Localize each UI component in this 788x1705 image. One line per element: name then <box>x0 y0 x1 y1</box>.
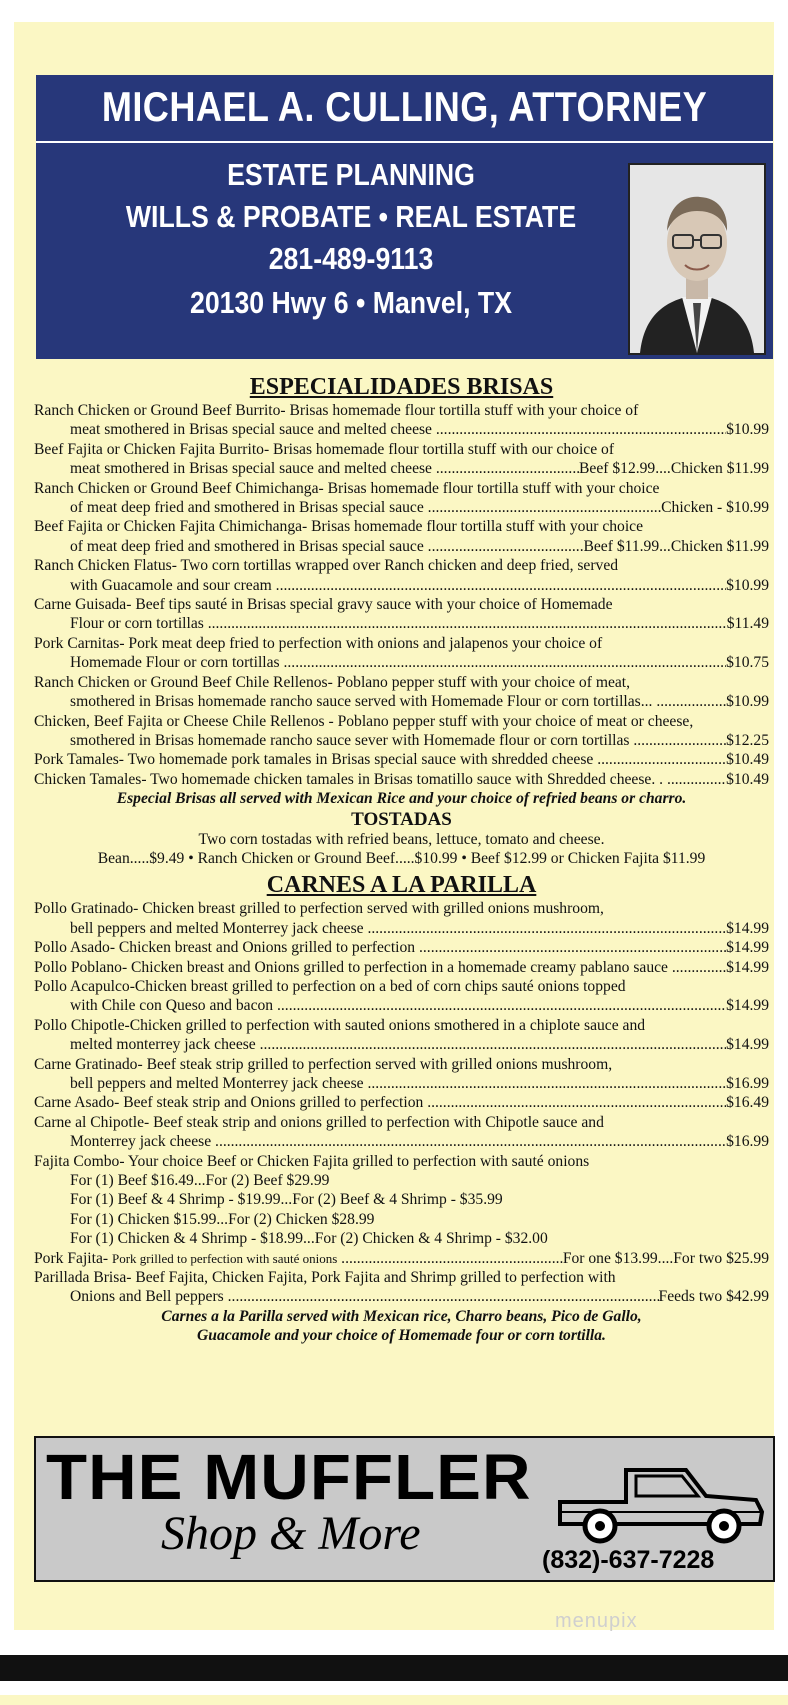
carne-item-desc: with Chile con Queso and bacon ..... <box>70 996 726 1015</box>
parillada-price: Feeds two $42.99 <box>658 1288 769 1306</box>
especialidad-item-price: $11.49 <box>726 615 769 633</box>
attorney-phone: 281-489-9113 <box>268 241 434 276</box>
especialidades-list <box>34 401 769 789</box>
carne-item-desc: Pollo Asado- Chicken breast and Onions grilled to perfection ..... <box>34 938 726 957</box>
especialidad-item-price: $12.25 <box>726 731 769 749</box>
carne-item <box>34 919 769 938</box>
carne-item-desc: Monterrey jack cheese ..... <box>70 1132 726 1151</box>
parillada-line2: Onions and Bell peppers ..... <box>70 1287 659 1306</box>
attorney-address: 20130 Hwy 6 • Manvel, TX <box>189 285 512 320</box>
carne-item-price: $16.49 <box>726 1094 769 1112</box>
carne-item-line1: Carne Gratinado- Beef steak strip grilled to perfection served with grilled onions mushroom, <box>34 1055 613 1073</box>
attorney-estate-planning: ESTATE PLANNING <box>227 157 475 192</box>
carne-item-price: $14.99 <box>726 1036 769 1054</box>
carne-item-line1: Pollo Gratinado- Chicken breast grilled to perfection served with grilled onions mushroom, <box>34 900 604 918</box>
especialidad-item <box>34 653 769 672</box>
especialidad-item-line1: Beef Fajita or Chicken Fajita Burrito- Brisas homemade flour tortilla stuff with our choice of <box>34 440 615 458</box>
especialidad-item-desc: Pork Tamales- Two homemade pork tamales in Brisas special sauce with shredded cheese ..... <box>34 750 726 769</box>
especialidad-item-price: $10.49 <box>726 770 769 788</box>
especialidad-item-line1: Ranch Chicken or Ground Beef Chile Rellenos- Poblano pepper stuff with your choice of meat, <box>34 673 631 691</box>
menu-content <box>34 374 769 1346</box>
muffler-phone: (832)-637-7228 <box>542 1546 715 1574</box>
tostadas-description: Two corn tostadas with refried beans, lettuce, tomato and cheese. <box>198 830 605 848</box>
top-margin <box>0 0 788 22</box>
especialidad-item-price: $10.75 <box>726 654 769 672</box>
especialidad-item <box>34 498 769 517</box>
fajita-combo-option: For (1) Beef & 4 Shrimp - $19.99...For (2) Beef & 4 Shrimp - $35.99 <box>70 1191 503 1209</box>
tostadas-heading: TOSTADAS <box>351 808 452 830</box>
pork-fajita-price: For one $13.99....For two $25.99 <box>562 1249 769 1267</box>
especialidad-item-desc: Homemade Flour or corn tortillas ..... <box>70 653 726 672</box>
portrait-image <box>630 165 764 353</box>
especialidades-heading: ESPECIALIDADES BRISAS <box>249 374 554 400</box>
fajita-combo-option: For (1) Chicken $15.99...For (2) Chicken $28.99 <box>70 1210 375 1228</box>
especialidad-item-desc: of meat deep fried and smothered in Brisas special sauce ..... <box>70 537 583 556</box>
especialidad-item-price: Beef $12.99....Chicken $11.99 <box>579 460 769 478</box>
bottom-strip <box>0 1695 788 1705</box>
especialidad-item <box>34 692 769 711</box>
attorney-services: WILLS & PROBATE • REAL ESTATE <box>125 199 577 234</box>
carne-item-line1: Pollo Chipotle-Chicken grilled to perfection with sauted onions smothered in a chiplote sauce and <box>34 1016 646 1034</box>
carne-item <box>34 938 769 957</box>
especialidad-item-line1: Ranch Chicken Flatus- Two corn tortillas wrapped over Ranch chicken and deep fried, served <box>34 557 619 575</box>
carne-item-desc: Carne Asado- Beef steak strip and Onions grilled to perfection ..... <box>34 1093 726 1112</box>
pickup-truck-icon <box>556 1450 766 1546</box>
carnes-note-2: Guacamole and your choice of Homemade four or corn tortilla. <box>197 1327 606 1345</box>
carne-item-price: $14.99 <box>726 919 769 937</box>
carnes-list <box>34 899 769 1151</box>
carne-item-desc: bell peppers and melted Monterrey jack cheese ..... <box>70 1074 726 1093</box>
muffler-ad <box>34 1436 775 1582</box>
fajita-combo-option: For (1) Beef $16.49...For (2) Beef $29.99 <box>70 1172 330 1190</box>
pork-fajita-item <box>34 1249 769 1268</box>
carne-item <box>34 1132 769 1151</box>
carne-item-desc: melted monterrey jack cheese ..... <box>70 1035 726 1054</box>
carne-item <box>34 996 769 1015</box>
especialidad-item-desc: smothered in Brisas homemade rancho sauce served with Homemade Flour or corn tortillas... ..... <box>70 692 726 711</box>
carne-item-price: $14.99 <box>726 997 769 1015</box>
fajita-combo-option: For (1) Chicken & 4 Shrimp - $18.99...For (2) Chicken & 4 Shrimp - $32.00 <box>70 1230 548 1248</box>
fajita-combo-title: Fajita Combo- Your choice Beef or Chicken Fajita grilled to perfection with sauté onions <box>34 1152 590 1170</box>
carnes-note-1: Carnes a la Parilla served with Mexican rice, Charro beans, Pico de Gallo, <box>161 1307 642 1325</box>
especialidad-item-line1: Beef Fajita or Chicken Fajita Chimichanga- Brisas homemade flour tortilla stuff with your choice <box>34 518 644 536</box>
especialidad-item-line1: Pork Carnitas- Pork meat deep fried to perfection with onions and jalapenos your choice of <box>34 634 603 652</box>
attorney-portrait <box>628 163 766 355</box>
tostadas-prices: Bean.....$9.49 • Ranch Chicken or Ground Beef.....$10.99 • Beef $12.99 or Chicken Fajita $11.99 <box>97 849 706 867</box>
especialidad-item-desc: meat smothered in Brisas special sauce and melted cheese ..... <box>70 420 726 439</box>
especialidad-item-line1: Ranch Chicken or Ground Beef Burrito- Brisas homemade flour tortilla stuff with your choice of <box>34 402 639 419</box>
carne-item <box>34 958 769 977</box>
especialidad-item-price: $10.99 <box>726 421 769 439</box>
carne-item <box>34 1074 769 1093</box>
especialidad-item-desc: Flour or corn tortillas ..... <box>70 614 727 633</box>
pork-fajita-desc: Pork grilled to perfection with sauté onions <box>111 1250 338 1266</box>
especialidad-item <box>34 614 769 633</box>
especialidad-item-desc: smothered in Brisas homemade rancho sauce sever with Homemade flour or corn tortillas ..... <box>70 731 726 750</box>
carne-item-line1: Carne al Chipotle- Beef steak strip and onions grilled to perfection with Chipotle sauce and <box>34 1113 604 1131</box>
especialidad-item-line1: Chicken, Beef Fajita or Cheese Chile Rellenos - Poblano pepper stuff with your choice of meat or cheese, <box>34 712 694 730</box>
especialidad-item <box>34 576 769 595</box>
fajita-combo-options <box>34 1171 769 1249</box>
muffler-subtitle: Shop & More <box>161 1507 421 1560</box>
muffler-title: THE MUFFLER <box>46 1441 532 1513</box>
attorney-name: MICHAEL A. CULLING, ATTORNEY <box>101 83 708 130</box>
especialidad-item-price: Beef $11.99...Chicken $11.99 <box>583 537 769 555</box>
parillada-line1: Parillada Brisa- Beef Fajita, Chicken Fajita, Pork Fajita and Shrimp grilled to perfection with <box>34 1269 616 1287</box>
parillada-item <box>34 1287 769 1306</box>
carne-item-price: $14.99 <box>726 939 769 957</box>
especialidad-item-line1: Ranch Chicken or Ground Beef Chimichanga- Brisas homemade flour tortilla stuff with your choice <box>34 479 660 497</box>
especialidad-item <box>34 459 769 478</box>
carne-item-desc: bell peppers and melted Monterrey jack cheese ..... <box>70 919 726 938</box>
especialidades-note: Especial Brisas all served with Mexican Rice and your choice of refried beans or charro. <box>116 790 687 808</box>
menupix-watermark: menupix <box>555 1610 638 1632</box>
especialidad-item-desc: with Guacamole and sour cream ..... <box>70 576 726 595</box>
especialidad-item-desc: meat smothered in Brisas special sauce and melted cheese ..... <box>70 459 579 478</box>
especialidad-item <box>34 731 769 750</box>
attorney-divider <box>36 141 773 143</box>
especialidad-item-price: $10.99 <box>726 576 769 594</box>
carne-item <box>34 1035 769 1054</box>
especialidad-item-desc: of meat deep fried and smothered in Brisas special sauce ..... <box>70 498 661 517</box>
carne-item <box>34 1093 769 1112</box>
pork-fajita-name: Pork Fajita- <box>34 1249 109 1267</box>
especialidad-item <box>34 750 769 769</box>
especialidad-item-price: $10.49 <box>726 751 769 769</box>
carnes-heading: CARNES A LA PARILLA <box>266 872 537 899</box>
bottom-bar <box>0 1655 788 1681</box>
especialidad-item-line1: Carne Guisada- Beef tips sauté in Brisas special gravy sauce with your choice of Homemade <box>34 596 613 614</box>
carne-item-line1: Pollo Acapulco-Chicken breast grilled to perfection on a bed of corn chips sauté onions topped <box>34 977 626 995</box>
especialidad-item <box>34 537 769 556</box>
carne-item-desc: Pollo Poblano- Chicken breast and Onions grilled to perfection in a homemade creamy pablano sauce ..... <box>34 958 726 977</box>
especialidad-item <box>34 770 769 789</box>
carne-item-price: $16.99 <box>726 1075 769 1092</box>
especialidad-item-desc: Chicken Tamales- Two homemade chicken tamales in Brisas tomatillo sauce with Shredded cheese. . ..... <box>34 770 726 789</box>
attorney-ad <box>36 75 773 359</box>
carne-item-price: $16.99 <box>726 1133 769 1151</box>
carne-item-price: $14.99 <box>726 958 769 976</box>
especialidad-item-price: Chicken - $10.99 <box>661 499 769 517</box>
especialidad-item-price: $10.99 <box>726 693 769 711</box>
especialidad-item <box>34 420 769 439</box>
